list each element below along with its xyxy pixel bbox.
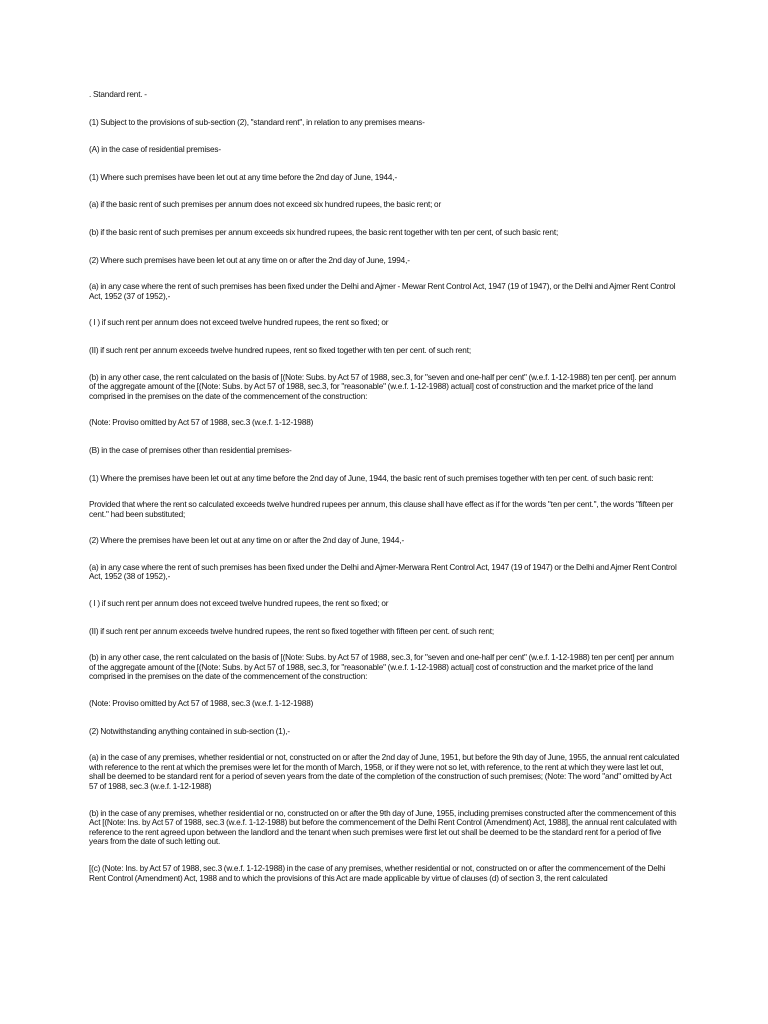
paragraph: [(c) (Note: Ins. by Act 57 of 1988, sec.3 (w.e.f. 1-12-1988) in the case of any premises, whether residential or not, constructed on or after the commencement of the Delhi Rent Control (Amendment) Act, 1988 and to which the provisions of this Act are made applicable by virtue of clauses (d) of section 3, the rent calculated	[89, 863, 666, 883]
paragraph: ( I ) if such rent per annum does not exceed twelve hundred rupees, the rent so fixed; or	[89, 318, 389, 328]
paragraph: (2) Where the premises have been let out at any time on or after the 2nd day of June, 1944,-	[89, 536, 405, 546]
paragraph: (b) in the case of any premises, whether residential or no, constructed on or after the 9th day of June, 1955, including premises constructed after the commencement of this Act [(Note: Ins. by Act 57 of 1988, sec.3 (w.e.f. 1-12-1988) but before the commencement of the Delhi Rent Control (Amendment) Act, 1988], the annual rent calculated with reference to the rent agreed upon between the landlord and the tenant when such premises were first let out shall be deemed to be the standard rent for a period of five years from the date of such letting out.	[89, 808, 677, 847]
paragraph: (II) if such rent per annum exceeds twelve hundred rupees, the rent so fixed together with fifteen per cent. of such rent;	[89, 626, 495, 636]
paragraph: (2) Notwithstanding anything contained in sub-section (1),-	[89, 726, 290, 736]
paragraph: (1) Subject to the provisions of sub-section (2), "standard rent", in relation to any premises means-	[89, 117, 425, 127]
paragraph: (b) in any other case, the rent calculated on the basis of [(Note: Subs. by Act 57 of 1988, sec.3, for "seven and one-half per cent" (w.e.f. 1-12-1988) ten per cent] per annum of the aggregate amount of the [(Note: Subs. by Act 57 of 1988, sec.3, for "reasonable" (w.e.f. 1-12-1988) actual] cost of construction and the market price of the land comprised in the premises on the date of the commencement of the construction:	[89, 653, 674, 682]
paragraph: (b) in any other case, the rent calculated on the basis of [(Note: Subs. by Act 57 of 1988, sec.3, for "seven and one-half per cent" (w.e.f. 1-12-1988) ten per cent]. per annum of the aggregate amount of the [(Note: Subs. by Act 57 of 1988, sec.3, for "reasonable" (w.e.f. 1-12-1988) actual] cost of construction and the market price of the land comprised in the premises on the date of the commencement of the construction:	[89, 372, 676, 401]
paragraph: (B) in the case of premises other than residential premises-	[89, 445, 292, 455]
section-heading: . Standard rent. -	[89, 90, 147, 99]
paragraph: (1) Where such premises have been let out at any time before the 2nd day of June, 1944,-	[89, 172, 398, 182]
paragraph: (Note: Proviso omitted by Act 57 of 1988, sec.3 (w.e.f. 1-12-1988)	[89, 418, 314, 428]
paragraph: Provided that where the rent so calculated exceeds twelve hundred rupees per annum, this clause shall have effect as if for the words "ten per cent.", the words "fifteen per cent." had been substituted;	[89, 500, 674, 519]
paragraph: (a) in the case of any premises, whether residential or not, constructed on or after the 2nd day of June, 1951, but before the 9th day of June, 1955, the annual rent calculated with reference to the rent at which the premises were let for the month of March, 1958, or if they were not so let, with reference, to the rent at which they were last let out, shall be deemed to be standard rent for a period of seven years from the date of the completion of the construction of such premises; (Note: The word "and" omitted by Act 57 of 1988, sec.3 (w.e.f. 1-12-1988)	[89, 753, 680, 791]
paragraph: (1) Where the premises have been let out at any time before the 2nd day of June, 1944, the basic rent of such premises together with ten per cent. of such basic rent:	[89, 473, 654, 483]
paragraph: (a) in any case where the rent of such premises has been fixed under the Delhi and Ajmer-Merwara Rent Control Act, 1947 (19 of 1947) or the Delhi and Ajmer Rent Control Act, 1952 (38 of 1952),-	[89, 562, 677, 582]
paragraph: (A) in the case of residential premises-	[89, 145, 221, 155]
paragraph: (Note: Proviso omitted by Act 57 of 1988, sec.3 (w.e.f. 1-12-1988)	[89, 699, 314, 709]
paragraph: (a) if the basic rent of such premises per annum does not exceed six hundred rupees, the basic rent; or	[89, 200, 442, 210]
paragraph: (a) in any case where the rent of such premises has been fixed under the Delhi and Ajmer - Mewar Rent Control Act, 1947 (19 of 1947), or the Delhi and Ajmer Rent Control Act, 1952 (37 of 1952),-	[89, 282, 676, 301]
paragraph: ( I ) if such rent per annum does not exceed twelve hundred rupees, the rent so fixed; or	[89, 599, 389, 609]
paragraph: (b) if the basic rent of such premises per annum exceeds six hundred rupees, the basic rent together with ten per cent, of such basic rent;	[89, 227, 559, 237]
paragraph: (2) Where such premises have been let out at any time on or after the 2nd day of June, 1994,-	[89, 255, 410, 265]
paragraph: (II) if such rent per annum exceeds twelve hundred rupees, rent so fixed together with ten per cent. of such rent;	[89, 345, 471, 355]
